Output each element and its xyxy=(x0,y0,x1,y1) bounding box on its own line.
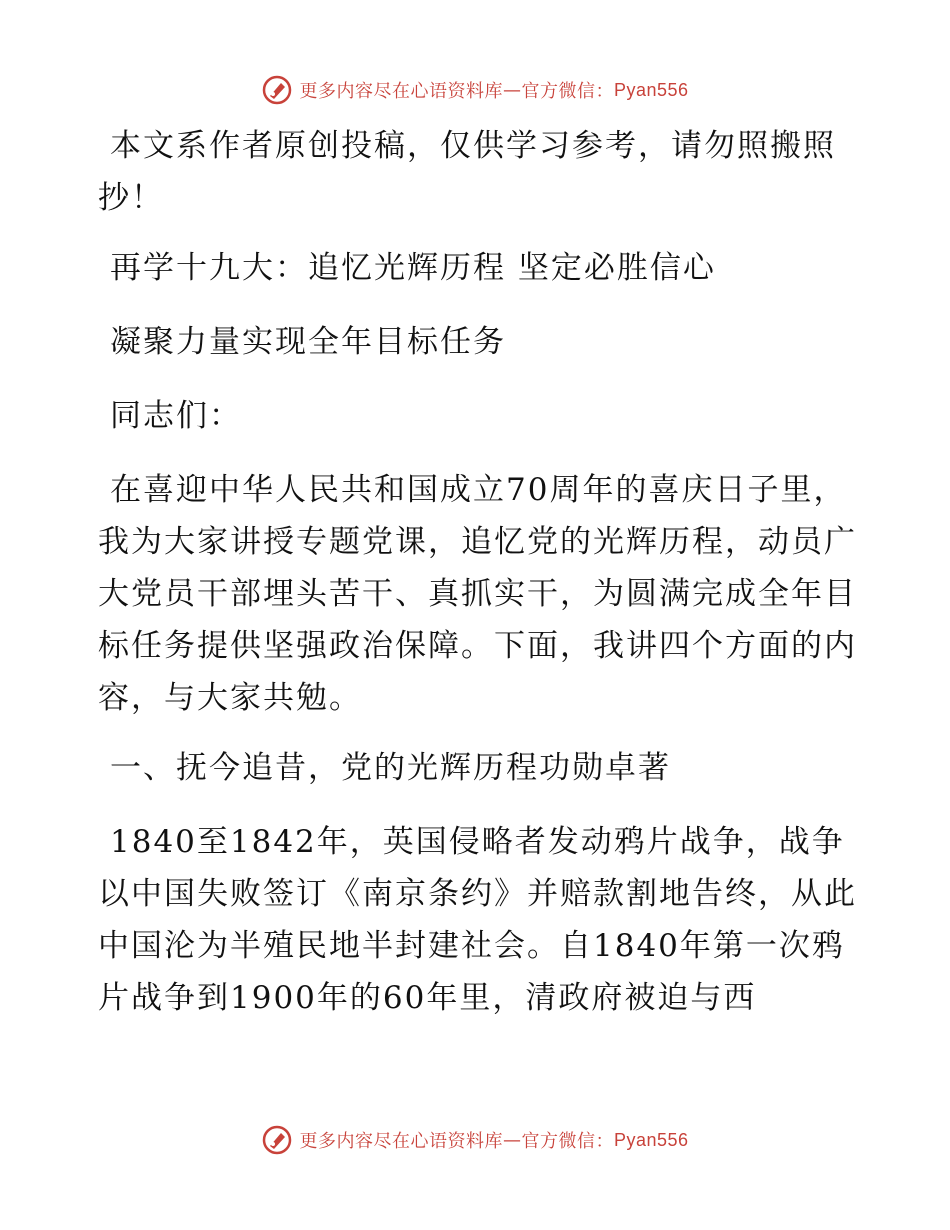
banner-wechat-label: 官方微信： xyxy=(521,1131,614,1152)
banner-wechat-label: 官方微信： xyxy=(521,81,614,102)
banner-wechat-id: Pyan556 xyxy=(613,1129,689,1150)
banner-separator: — xyxy=(502,79,522,101)
title-line-1: 再学十九大：追忆光辉历程 坚定必胜信心 xyxy=(110,250,716,286)
header-watermark-banner xyxy=(0,70,950,110)
pen-nib-logo-icon xyxy=(261,1124,293,1156)
banner-separator: — xyxy=(502,1129,522,1151)
banner-brand-text: 更多内容尽在心语资料库 xyxy=(299,1131,503,1152)
document-body xyxy=(98,120,858,1042)
title-line-2: 凝聚力量实现全年目标任务 xyxy=(110,324,506,360)
footer-watermark-banner xyxy=(0,1120,950,1160)
banner-wechat-id: Pyan556 xyxy=(613,79,689,100)
salutation: 同志们： xyxy=(110,398,242,434)
intro-paragraph: 在喜迎中华人民共和国成立70周年的喜庆日子里，我为大家讲授专题党课，追忆党的光辉历程，动员广大党员干部埋头苦干、真抓实干，为圆满完成全年目标任务提供坚强政治保障。下面，我讲四个方面的内容，与大家共勉。 xyxy=(98,472,857,716)
notice-paragraph: 本文系作者原创投稿，仅供学习参考，请勿照搬照抄！ xyxy=(98,128,836,216)
history-paragraph: 1840至1842年，英国侵略者发动鸦片战争，战争以中国失败签订《南京条约》并赔款割地告终，从此中国沦为半殖民地半封建社会。自1840年第一次鸦片战争到1900年的60年里，清政府被迫与西 xyxy=(98,824,857,1016)
section-heading-1: 一、抚今追昔，党的光辉历程功勋卓著 xyxy=(110,750,671,786)
pen-nib-logo-icon xyxy=(261,74,293,106)
banner-brand-text: 更多内容尽在心语资料库 xyxy=(299,81,503,102)
